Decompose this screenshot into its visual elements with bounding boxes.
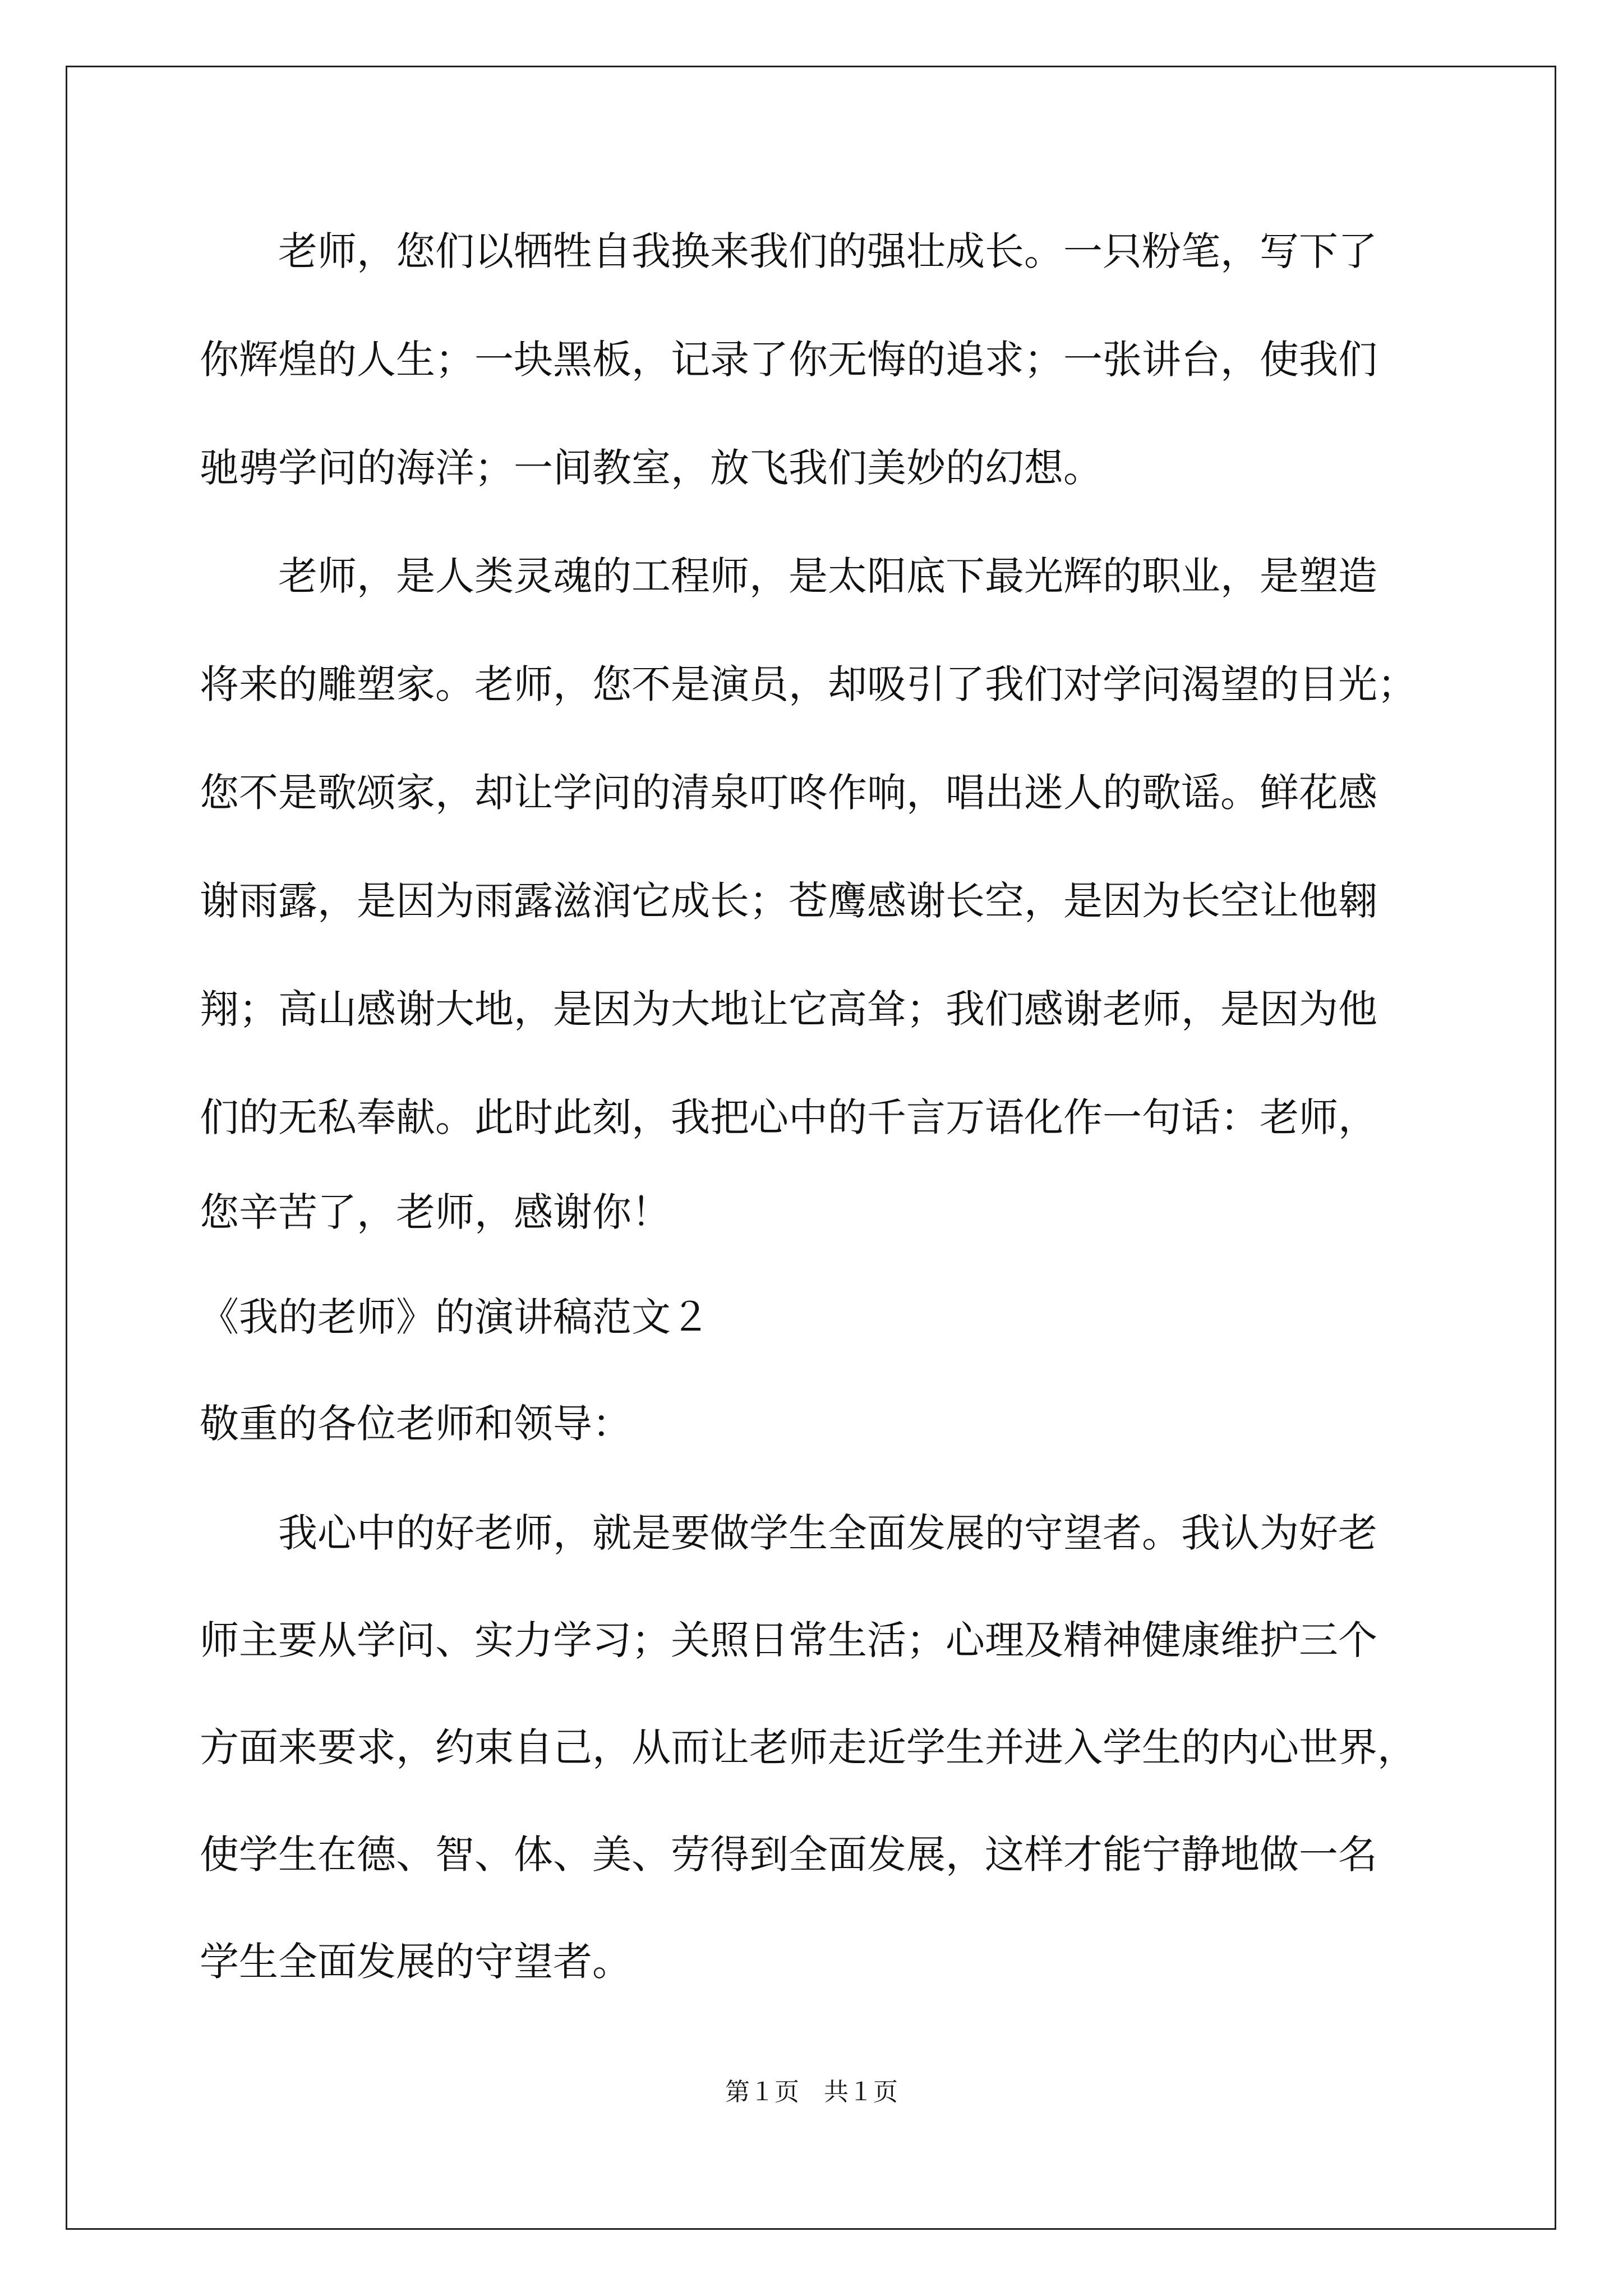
paragraph-2-line-7: 您辛苦了，老师，感谢你！	[200, 1189, 671, 1235]
paragraph-3-line-1: 我心中的好老师，就是要做学生全面发展的守望者。我认为好老	[278, 1510, 1377, 1556]
salutation: 敬重的各位老师和领导：	[200, 1401, 631, 1447]
paragraph-2-line-1: 老师，是人类灵魂的工程师，是太阳底下最光辉的职业，是塑造	[278, 553, 1377, 599]
paragraph-1-line-1: 老师，您们以牺牲自我换来我们的强壮成长。一只粉笔，写下了	[278, 228, 1377, 274]
page-footer: 第１页 共１页	[725, 2078, 898, 2106]
paragraph-2-line-2: 将来的雕塑家。老师，您不是演员，却吸引了我们对学问渴望的目光；	[200, 661, 1417, 707]
paragraph-1-line-2: 你辉煌的人生；一块黑板，记录了你无悔的追求；一张讲台，使我们	[200, 337, 1377, 383]
paragraph-2-line-6: 们的无私奉献。此时此刻，我把心中的千言万语化作一句话：老师，	[200, 1094, 1377, 1140]
paragraph-2-line-4: 谢雨露，是因为雨露滋润它成长；苍鹰感谢长空，是因为长空让他翱	[200, 878, 1377, 924]
page-border	[66, 66, 1556, 2230]
paragraph-2-line-5: 翔；高山感谢大地，是因为大地让它高耸；我们感谢老师，是因为他	[200, 986, 1377, 1032]
paragraph-1-line-3: 驰骋学问的海洋；一间教室，放飞我们美妙的幻想。	[200, 445, 1103, 491]
paragraph-3-line-2: 师主要从学问、实力学习；关照日常生活；心理及精神健康维护三个	[200, 1617, 1377, 1663]
paragraph-3-line-4: 使学生在德、智、体、美、劳得到全面发展，这样才能宁静地做一名	[200, 1832, 1377, 1878]
paragraph-2-line-3: 您不是歌颂家，却让学问的清泉叮咚作响，唱出迷人的歌谣。鲜花感	[200, 770, 1377, 816]
section-title: 《我的老师》的演讲稿范文２	[200, 1294, 710, 1340]
paragraph-3-line-3: 方面来要求，约束自己，从而让老师走近学生并进入学生的内心世界，	[200, 1724, 1417, 1770]
paragraph-3-line-5: 学生全面发展的守望者。	[200, 1939, 631, 1985]
